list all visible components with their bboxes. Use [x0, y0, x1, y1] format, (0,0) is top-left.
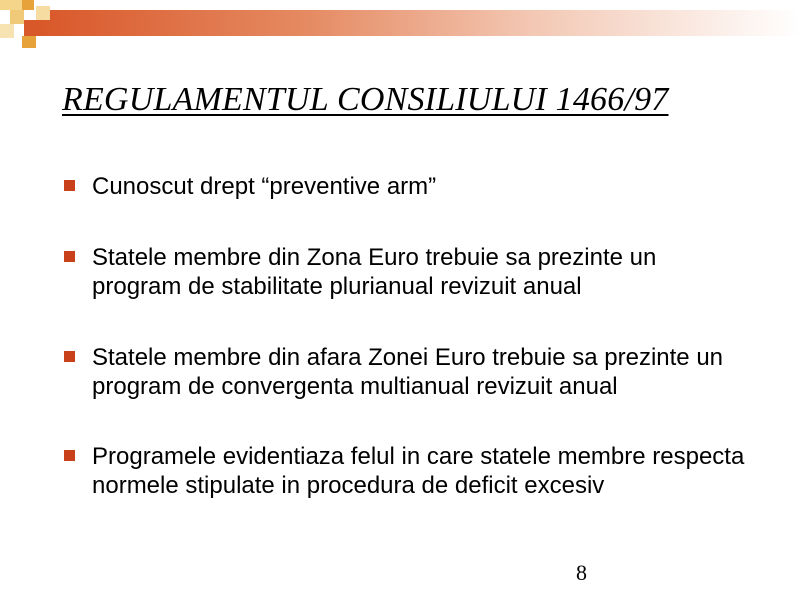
square-bullet-icon: [64, 351, 75, 362]
bullet-text: Cunoscut drept “preventive arm”: [92, 173, 437, 200]
slide-title: REGULAMENTUL CONSILIULUI 1466/97: [62, 81, 669, 118]
bullet-list: [62, 172, 752, 500]
header-gradient-band: [40, 10, 800, 36]
corner-square-decoration: [24, 20, 40, 36]
bullet-text: Statele membre din Zona Euro trebuie sa prezinte un program de stabilitate plurianual revizuit anual: [92, 244, 657, 300]
square-bullet-icon: [64, 450, 75, 461]
bullet-item: [62, 172, 752, 201]
bullet-text: Programele evidentiaza felul in care statele membre respecta normele stipulate in procedura de deficit excesiv: [92, 443, 745, 499]
bullet-item: [62, 343, 752, 401]
bullet-item: [62, 243, 752, 301]
bullet-text: Statele membre din afara Zonei Euro trebuie sa prezinte un program de convergenta multianual revizuit anual: [92, 344, 724, 400]
corner-square-decoration: [22, 0, 34, 10]
square-bullet-icon: [64, 251, 75, 262]
corner-square-decoration: [0, 24, 14, 38]
corner-square-decoration: [36, 6, 50, 20]
bullet-item: [62, 442, 752, 500]
corner-square-decoration: [0, 0, 22, 10]
square-bullet-icon: [64, 180, 75, 191]
page-number: 8: [576, 560, 587, 585]
corner-square-decoration: [10, 10, 24, 24]
corner-square-decoration: [22, 36, 36, 48]
